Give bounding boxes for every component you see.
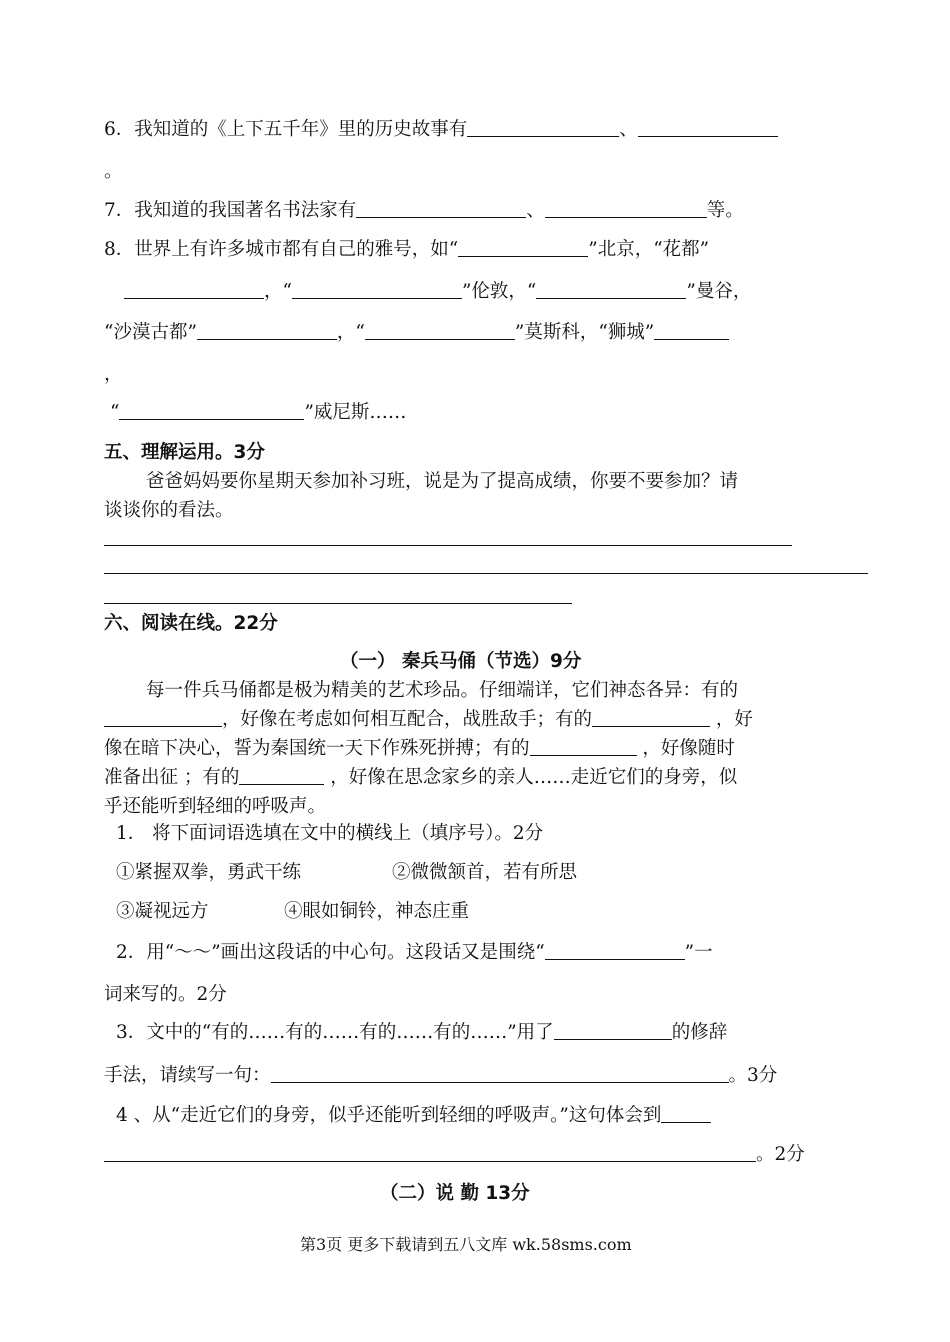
question-8-line5: “ ”威尼斯……: [110, 402, 407, 423]
answer-blank[interactable]: [104, 708, 222, 727]
answer-blank[interactable]: [356, 199, 526, 218]
question-8-comma: ，: [104, 364, 123, 385]
sub-question-3-cont: 手法，请续写一句： 。3分: [104, 1065, 778, 1086]
sub-question-4-cont: 。2分: [104, 1143, 805, 1167]
answer-blank[interactable]: [545, 941, 685, 960]
answer-blank[interactable]: [239, 766, 324, 785]
sub-question-4: 4 、从“走近它们的身旁，似乎还能听到轻细的呼吸声。”这句体会到: [116, 1104, 711, 1128]
answer-blank[interactable]: [271, 1064, 729, 1083]
page-footer: 第3页 更多下载请到五八文库 wk.58sms.com: [300, 1235, 632, 1254]
section-6-title: 六、阅读在线。22分: [104, 613, 278, 634]
answer-blank[interactable]: [536, 280, 686, 299]
answer-blank[interactable]: [638, 118, 778, 137]
question-6: 6．我知道的《上下五千年》里的历史故事有 、: [104, 118, 778, 142]
option-3: ③凝视远方: [116, 901, 209, 922]
part-2-title: （二）说 勤 13分: [380, 1183, 530, 1204]
passage-line3: 像在暗下决心，誓为秦国统一天下作殊死拼搏；有的 ，好像随时: [104, 738, 735, 759]
answer-blank[interactable]: [592, 708, 710, 727]
part-1-title: （一） 秦兵马俑（节选）9分: [340, 651, 582, 672]
answer-line[interactable]: [104, 573, 868, 574]
answer-blank[interactable]: [654, 321, 729, 340]
question-8-line2: ，“ ”伦敦，“ ”曼谷，: [124, 280, 751, 304]
section-5-prompt-line1: 爸爸妈妈要你星期天参加补习班，说是为了提高成绩，你要不要参加？请: [146, 471, 739, 492]
question-8-line3: “沙漠古都” ，“ ”莫斯科，“狮城”: [104, 321, 729, 345]
answer-blank[interactable]: [545, 199, 707, 218]
passage-line2: ，好像在考虑如何相互配合，战胜敌手；有的 ，好: [104, 708, 753, 732]
option-2: ②微微颔首，若有所思: [392, 862, 578, 883]
answer-blank[interactable]: [365, 321, 515, 340]
section-5-title: 五、理解运用。3分: [104, 442, 265, 463]
answer-blank[interactable]: [467, 118, 619, 137]
question-6-tail: 。: [104, 161, 123, 182]
passage-line5: 乎还能听到轻细的呼吸声。: [104, 796, 327, 817]
section-5-prompt-line2: 谈谈你的看法。: [104, 500, 234, 521]
question-7: 7．我知道的我国著名书法家有 、 等。: [104, 200, 744, 221]
option-1: ①紧握双拳，勇武干练: [116, 862, 302, 883]
passage-line1: 每一件兵马俑都是极为精美的艺术珍品。仔细端详，它们神态各异：有的: [146, 680, 739, 701]
answer-blank[interactable]: [124, 280, 264, 299]
option-4: ④眼如铜铃，神态庄重: [284, 901, 470, 922]
answer-blank[interactable]: [104, 1143, 756, 1162]
sub-question-2: 2．用“～～”画出这段话的中心句。这段话又是围绕“ ”一: [116, 942, 713, 963]
answer-line[interactable]: [104, 545, 792, 546]
answer-blank[interactable]: [458, 238, 588, 257]
sub-question-1: 1． 将下面词语选填在文中的横线上（填序号）。2分: [116, 823, 544, 844]
answer-blank[interactable]: [292, 280, 462, 299]
answer-blank[interactable]: [554, 1021, 672, 1040]
answer-line[interactable]: [104, 603, 572, 604]
sub-question-3: 3．文中的“有的……有的……有的……有的……”用了 的修辞: [116, 1022, 728, 1043]
passage-line4: 准备出征 ；有的 ，好像在思念家乡的亲人……走近它们的身旁，似: [104, 767, 738, 788]
answer-blank[interactable]: [197, 321, 337, 340]
answer-blank[interactable]: [661, 1104, 711, 1123]
sub-question-2-cont: 词来写的。2分: [104, 984, 227, 1005]
answer-blank[interactable]: [530, 737, 637, 756]
answer-blank[interactable]: [119, 401, 304, 420]
question-8-line1: 8．世界上有许多城市都有自己的雅号，如“ ”北京，“花都”: [104, 239, 710, 260]
